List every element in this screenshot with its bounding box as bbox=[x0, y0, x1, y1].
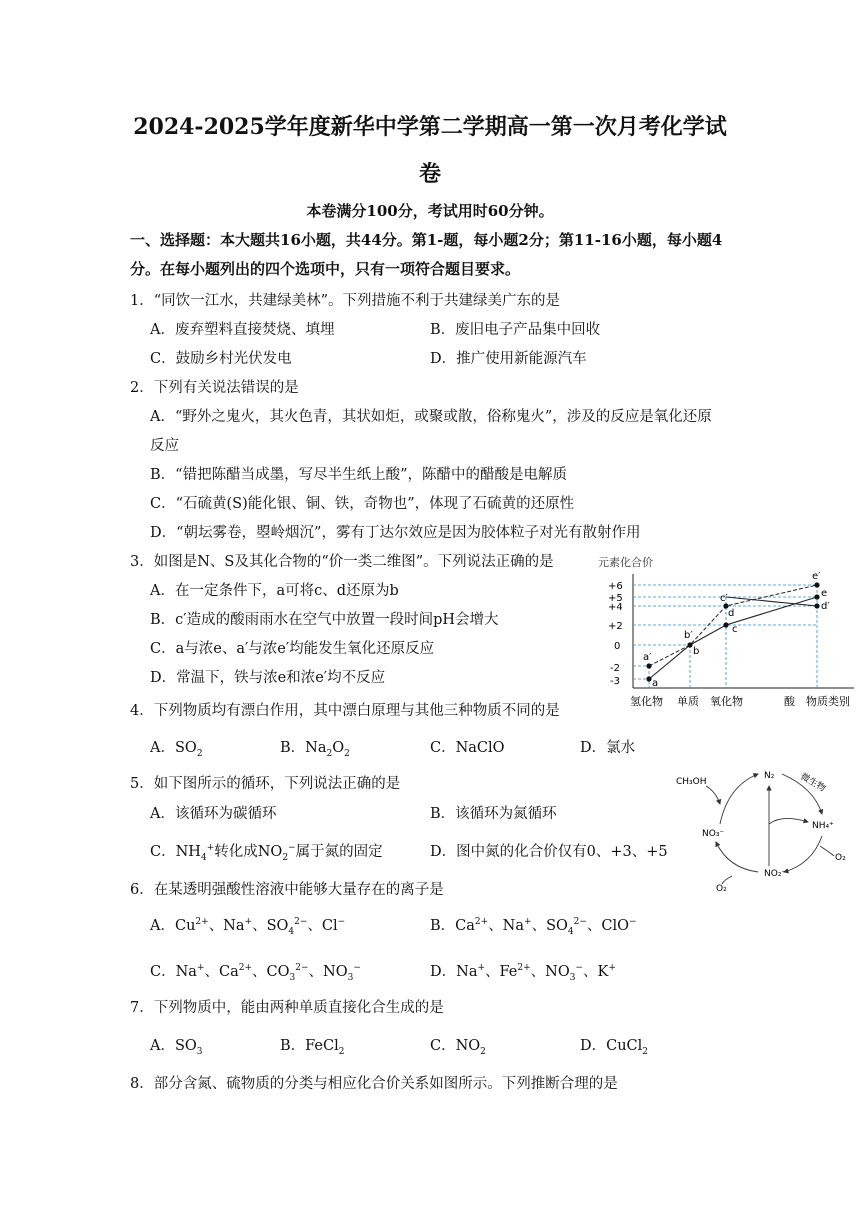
page-title: 2024-2025学年度新华中学第二学期高一第一次月考化学试 bbox=[133, 114, 727, 140]
question-2-option-d: D．“朝坛雾卷，曌岭烟沉”，雾有丁达尔效应是因为胶体粒子对光有散射作用 bbox=[150, 525, 641, 541]
question-6-option-d: D．Na+、$Fe^{2+}$、$NO_3^-$、K+ bbox=[430, 963, 616, 983]
cycle-no2: NO₂⁻ bbox=[764, 869, 787, 879]
ytick-plus4: +4 bbox=[608, 602, 623, 613]
label-b-prime: b′ bbox=[684, 630, 693, 641]
point-b bbox=[687, 642, 692, 647]
question-1-stem: 1．“同饮一江水，共建绿美林”。下列措施不利于共建绿美广东的是 bbox=[130, 293, 561, 309]
question-5-option-d: D．图中氮的化合价仅有0、+3、+5 bbox=[430, 844, 668, 860]
question-2-option-a: A．“野外之鬼火，其火色青，其状如炬，或聚或散，俗称鬼火”，涉及的反应是氧化还原 bbox=[150, 409, 712, 425]
point-a bbox=[646, 676, 651, 681]
question-5-option-c: C．$NH_4^+$转化成$NO_2^-$属于氮的固定 bbox=[150, 843, 383, 863]
question-1-option-d: D．推广使用新能源汽车 bbox=[430, 351, 587, 367]
ytick-0: 0 bbox=[614, 641, 621, 652]
question-5-option-b: B．该循环为氮循环 bbox=[430, 806, 557, 822]
ytick-minus2: -2 bbox=[610, 663, 620, 674]
point-a-prime bbox=[646, 663, 651, 668]
question-5-stem: 5．如下图所示的循环，下列说法正确的是 bbox=[130, 776, 401, 792]
xtick-hydride: 氢化物 bbox=[630, 695, 663, 708]
arrow-o2-left bbox=[722, 876, 732, 884]
ytick-plus2: +2 bbox=[608, 621, 623, 632]
label-c: c bbox=[732, 624, 738, 635]
label-a-prime: a′ bbox=[643, 652, 652, 663]
question-2-option-a-cont: 反应 bbox=[150, 438, 179, 454]
question-8-stem: 8．部分含氮、硫物质的分类与相应化合价关系如图所示。下列推断合理的是 bbox=[130, 1076, 618, 1092]
question-4-option-d: D．氯水 bbox=[580, 740, 636, 756]
label-e: e bbox=[821, 588, 828, 599]
question-4-option-b: B．$Na_2O_2$ bbox=[280, 740, 350, 759]
question-1-option-a: A．废弃塑料直接焚烧、填埋 bbox=[150, 322, 335, 338]
cycle-n2: N₂ bbox=[764, 771, 775, 781]
question-6-option-b: B．$Ca^{2+}$、Na+、$SO_4^{2-}$、ClO− bbox=[430, 917, 637, 937]
chart-xlabel: 物质类别 bbox=[806, 695, 850, 708]
page-title-line2: 卷 bbox=[418, 161, 441, 187]
arrow-ch3oh bbox=[706, 786, 720, 804]
question-4-option-a: A．$SO_2$ bbox=[150, 740, 203, 759]
ytick-plus6: +6 bbox=[608, 581, 623, 592]
question-3-option-a: A．在一定条件下，a可将c、d还原为b bbox=[150, 583, 399, 599]
question-1-option-c: C．鼓励乡村光伏发电 bbox=[150, 351, 292, 367]
question-5-option-a: A．该循环为碳循环 bbox=[150, 806, 277, 822]
question-2-option-c: C．“石硫黄(S)能化银、铜、铁，奇物也”，体现了石硫黄的还原性 bbox=[150, 496, 575, 512]
question-7-stem: 7．下列物质中，能由两种单质直接化合生成的是 bbox=[130, 1000, 444, 1016]
label-b: b bbox=[693, 646, 700, 657]
question-4-option-c: C．NaClO bbox=[430, 740, 505, 756]
question-1-option-b: B．废旧电子产品集中回收 bbox=[430, 322, 601, 338]
question-7-option-d: D．CuCl$_2$ bbox=[580, 1038, 649, 1057]
ytick-minus3: -3 bbox=[610, 676, 620, 687]
arrow-no3-n2 bbox=[720, 774, 758, 824]
label-d-prime: d′ bbox=[821, 601, 830, 612]
section-heading: 一、选择题：本大题共16小题，共44分。第1-题，每小题2分；第11-16小题，每小题4分。在每小题列出的四个选项中，只有一项符合题目要求。 bbox=[130, 231, 723, 278]
arrow-nh4-no2 bbox=[784, 836, 822, 872]
arrow-o2-right bbox=[820, 846, 834, 856]
cycle-ch3oh: CH₃OH bbox=[676, 777, 707, 787]
arrow-no2-no3 bbox=[716, 842, 758, 872]
label-d: d bbox=[728, 608, 735, 619]
question-6-option-c: C．Na+、$Ca^{2+}$、$CO_3^{2-}$、$NO_3^-$ bbox=[150, 963, 361, 983]
xtick-oxide: 氧化物 bbox=[710, 695, 743, 708]
xtick-acid: 酸 bbox=[784, 695, 795, 708]
point-e-prime bbox=[814, 582, 819, 587]
question-7-option-b: B．FeCl$_2$ bbox=[280, 1038, 345, 1057]
question-3-option-c: C．a与浓e、a′与浓e′均能发生氧化还原反应 bbox=[150, 641, 435, 657]
label-e-prime: e′ bbox=[812, 571, 821, 582]
xtick-element: 单质 bbox=[677, 695, 699, 708]
question-2-option-b: B．“错把陈醋当成墨，写尽半生纸上酸”，陈醋中的醋酸是电解质 bbox=[150, 467, 567, 483]
question-6-option-a: A．$Cu^{2+}$、Na+、$SO_4^{2-}$、Cl− bbox=[150, 917, 346, 937]
chart-ylabel: 元素化合价 bbox=[598, 556, 653, 569]
nitrogen-cycle-diagram bbox=[672, 764, 852, 894]
point-c bbox=[723, 622, 728, 627]
question-6-stem: 6．在某透明强酸性溶液中能够大量存在的离子是 bbox=[130, 882, 444, 898]
ytick-plus5: +5 bbox=[608, 593, 623, 604]
question-4-stem: 4．下列物质均有漂白作用，其中漂白原理与其他三种物质不同的是 bbox=[130, 703, 560, 719]
cycle-no3: NO₃⁻ bbox=[702, 829, 725, 839]
point-d-prime bbox=[814, 603, 819, 608]
question-3-stem: 3．如图是N、S及其化合物的“价一类二维图”。下列说法正确的是 bbox=[130, 554, 554, 570]
question-3-option-b: B．c′造成的酸雨雨水在空气中放置一段时间pH会增大 bbox=[150, 612, 499, 628]
arrow-branch-nh4 bbox=[769, 818, 808, 824]
question-2-stem: 2．下列有关说法错误的是 bbox=[130, 380, 299, 396]
cycle-o2-left: O₂ bbox=[716, 884, 727, 894]
valence-class-diagram bbox=[596, 552, 858, 712]
cycle-microbe: 微生物 bbox=[798, 771, 827, 795]
cycle-o2-right: O₂ bbox=[835, 853, 846, 863]
label-c-prime: c′ bbox=[720, 593, 728, 604]
question-7-option-c: C．$NO_2$ bbox=[430, 1038, 486, 1057]
question-3-option-d: D．常温下，铁与浓e和浓e′均不反应 bbox=[150, 670, 386, 686]
label-a: a bbox=[652, 678, 659, 689]
exam-info: 本卷满分100分，考试用时60分钟。 bbox=[306, 202, 554, 220]
cycle-nh4: NH₄⁺ bbox=[812, 821, 834, 831]
question-7-option-a: A．$SO_3$ bbox=[150, 1038, 203, 1057]
point-e bbox=[814, 594, 819, 599]
